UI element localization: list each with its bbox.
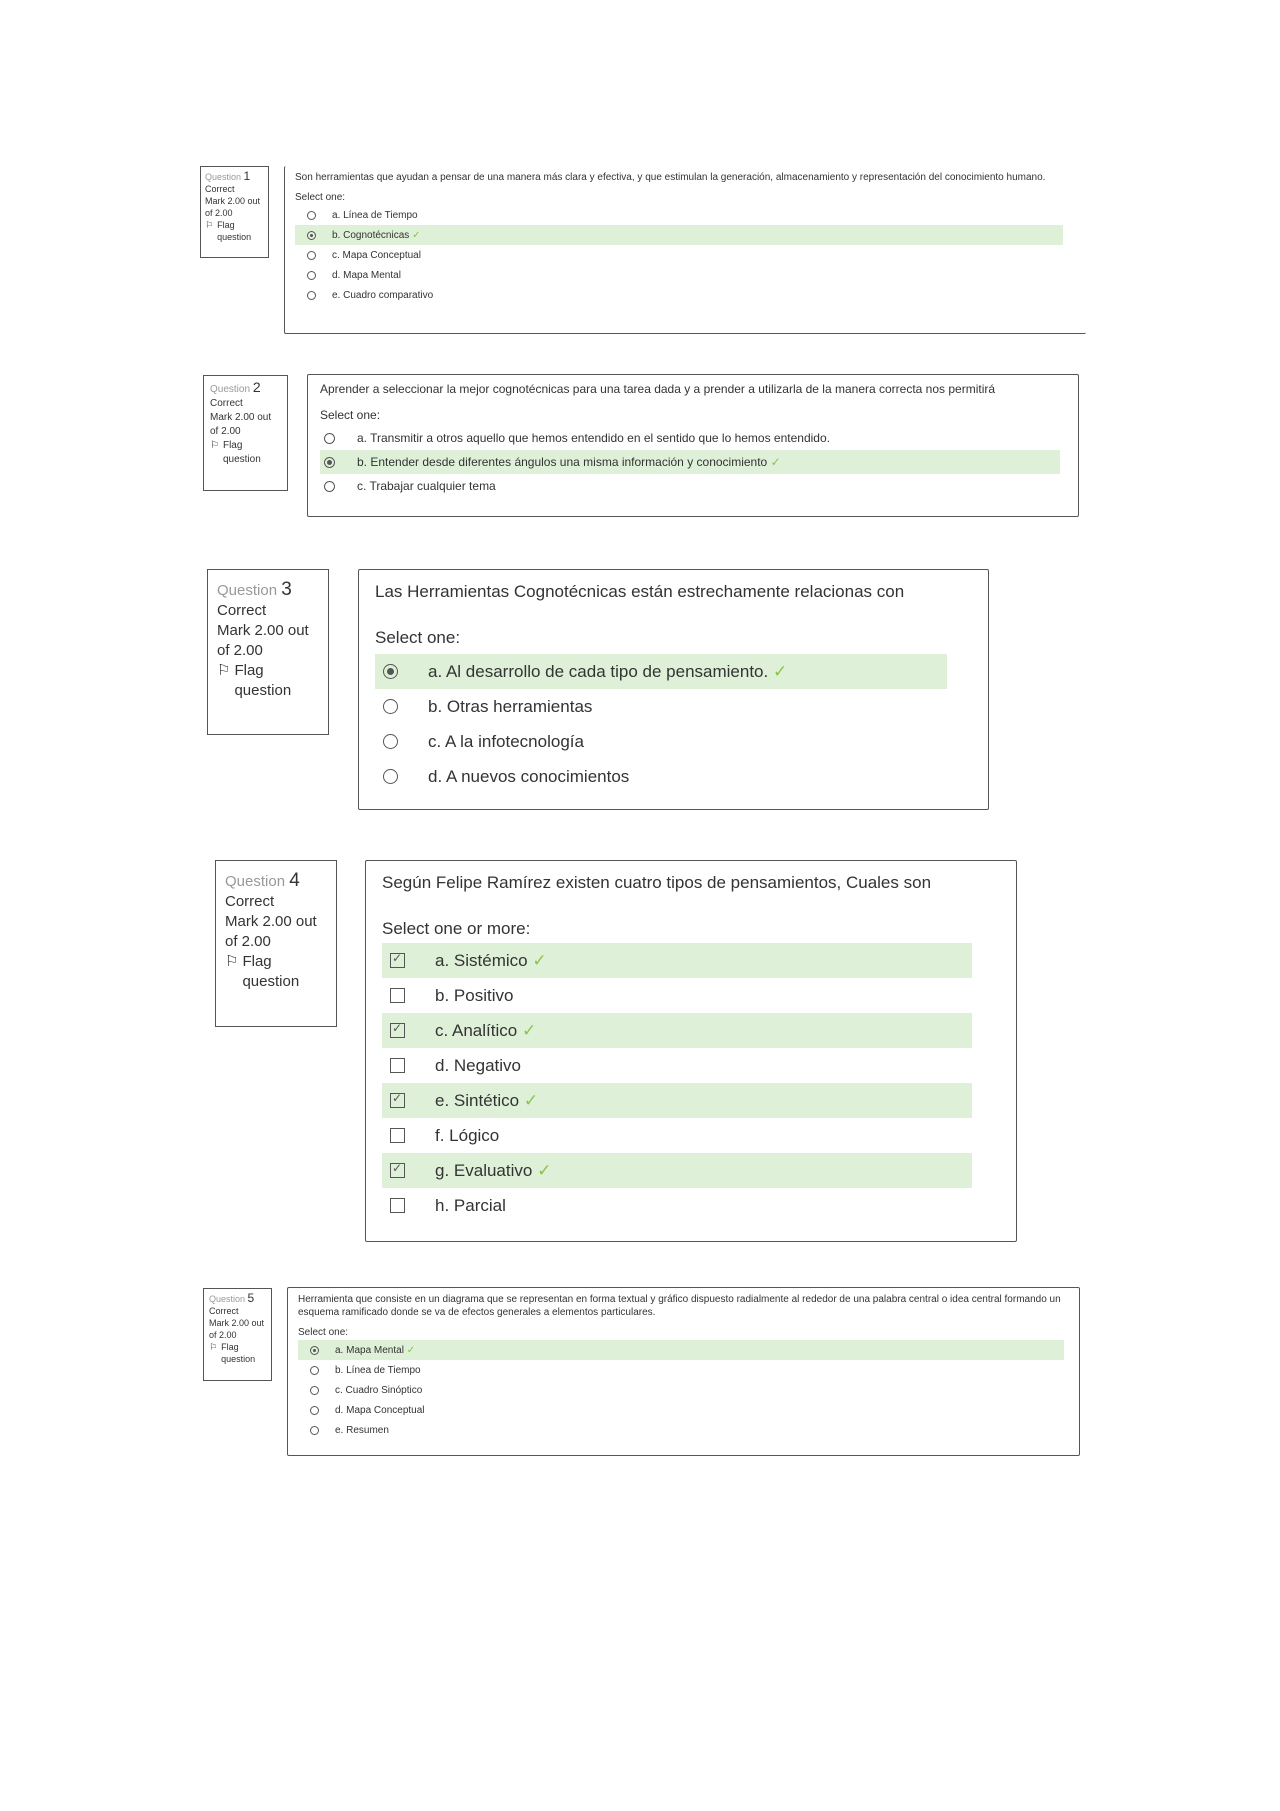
- answer-option[interactable]: a. Al desarrollo de cada tipo de pensamiento. ✓: [375, 654, 947, 689]
- radio-button[interactable]: [324, 433, 335, 444]
- checkbox[interactable]: [390, 1023, 405, 1038]
- question-state: Correct: [217, 602, 267, 619]
- question-text: Las Herramientas Cognotécnicas están estrechamente relacionas con: [375, 582, 905, 601]
- answer-option[interactable]: b. Otras herramientas: [375, 689, 947, 724]
- answer-option[interactable]: d. Mapa Conceptual: [298, 1400, 1064, 1420]
- question-state: Correct: [210, 398, 243, 409]
- question-state: Correct: [205, 184, 235, 194]
- question-number: Question 1: [205, 169, 251, 183]
- radio-button[interactable]: [383, 664, 398, 679]
- radio-button[interactable]: [383, 734, 398, 749]
- checkbox[interactable]: [390, 988, 405, 1003]
- flag-question-link[interactable]: ⚐ Flag question: [210, 440, 261, 465]
- question-number: Question 2: [210, 379, 261, 395]
- answer-option[interactable]: ✓ a. Sistémico ✓: [382, 943, 972, 978]
- question-text: Aprender a seleccionar la mejor cognotécnicas para una tarea dada y a prender a utilizarla de la manera correcta nos permitirá: [320, 382, 996, 396]
- question-grade: Mark 2.00 out of 2.00: [217, 622, 309, 659]
- answer-option[interactable]: a. Transmitir a otros aquello que hemos entendido en el sentido que lo hemos entendido.: [320, 426, 1060, 450]
- answer-option[interactable]: e. Resumen: [298, 1420, 1064, 1440]
- checkbox[interactable]: [390, 1128, 405, 1143]
- question-text: Son herramientas que ayudan a pensar de una manera más clara y efectiva, y que estimulan la generación, almacenamiento y representación del conocimiento humano.: [295, 172, 1046, 183]
- flag-icon: ⚐: [217, 662, 231, 679]
- answer-option[interactable]: d. Negativo: [382, 1048, 972, 1083]
- answer-option[interactable]: c. Trabajar cualquier tema: [320, 474, 1060, 498]
- answer-option[interactable]: ✓ e. Sintético ✓: [382, 1083, 972, 1118]
- question-state: Correct: [209, 1306, 239, 1316]
- flag-icon: ⚐: [225, 953, 239, 970]
- correct-check-icon: ✓: [523, 1090, 539, 1110]
- radio-button[interactable]: [310, 1406, 319, 1415]
- flag-question-link[interactable]: ⚐ Flag question: [217, 662, 292, 699]
- answer-option[interactable]: b. Línea de Tiempo: [298, 1360, 1064, 1380]
- question-info: [200, 166, 269, 258]
- correct-check-icon: ✓: [412, 229, 421, 241]
- radio-button[interactable]: [307, 231, 316, 240]
- flag-question-link[interactable]: ⚐ Flag question: [209, 1342, 256, 1364]
- radio-button[interactable]: [307, 211, 316, 220]
- answer-option[interactable]: ✓ g. Evaluativo ✓: [382, 1153, 972, 1188]
- radio-button[interactable]: [307, 291, 316, 300]
- flag-question-link[interactable]: ⚐ Flag question: [205, 220, 252, 242]
- answer-option[interactable]: c. A la infotecnología: [375, 724, 947, 759]
- radio-button[interactable]: [310, 1366, 319, 1375]
- question-info: [215, 860, 337, 1027]
- checkbox[interactable]: [390, 1198, 405, 1213]
- radio-button[interactable]: [383, 769, 398, 784]
- answer-option[interactable]: f. Lógico: [382, 1118, 972, 1153]
- question-content: [307, 374, 1079, 517]
- question-grade: Mark 2.00 out of 2.00: [225, 913, 317, 950]
- radio-button[interactable]: [307, 251, 316, 260]
- question-content: [287, 1287, 1080, 1456]
- correct-check-icon: ✓: [532, 950, 547, 970]
- radio-button[interactable]: [324, 481, 335, 492]
- flag-question-link[interactable]: ⚐ Flag question: [225, 953, 300, 990]
- radio-button[interactable]: [383, 699, 398, 714]
- question-grade: Mark 2.00 out of 2.00: [209, 1318, 265, 1340]
- question-number: Question 5: [209, 1291, 255, 1305]
- correct-check-icon: ✓: [406, 1344, 416, 1356]
- question-text: Según Felipe Ramírez existen cuatro tipos de pensamientos, Cuales son: [382, 873, 932, 892]
- answer-prompt: Select one:: [375, 628, 461, 647]
- question-grade: Mark 2.00 out of 2.00: [210, 412, 272, 437]
- correct-check-icon: ✓: [537, 1160, 552, 1180]
- checkbox[interactable]: [390, 1093, 405, 1108]
- checkbox[interactable]: [390, 1058, 405, 1073]
- answer-option[interactable]: c. Cuadro Sinóptico: [298, 1380, 1064, 1400]
- question-grade: Mark 2.00 out of 2.00: [205, 196, 261, 218]
- correct-check-icon: ✓: [521, 1020, 537, 1040]
- question-state: Correct: [225, 893, 275, 910]
- radio-button[interactable]: [310, 1346, 319, 1355]
- checkbox[interactable]: [390, 1163, 405, 1178]
- flag-icon: ⚐: [205, 220, 214, 230]
- answer-option[interactable]: a. Línea de Tiempo: [295, 205, 1063, 225]
- answer-option[interactable]: a. Mapa Mental ✓: [298, 1340, 1064, 1360]
- question-info: [207, 569, 329, 735]
- answer-option[interactable]: h. Parcial: [382, 1188, 972, 1223]
- answer-prompt: Select one or more:: [382, 919, 531, 938]
- answer-prompt: Select one:: [295, 192, 346, 203]
- question-number: Question 4: [225, 870, 300, 891]
- answer-option[interactable]: e. Cuadro comparativo: [295, 285, 1063, 305]
- flag-icon: ⚐: [210, 440, 219, 451]
- answer-option[interactable]: b. Cognotécnicas ✓: [295, 225, 1063, 245]
- radio-button[interactable]: [307, 271, 316, 280]
- answer-option[interactable]: b. Entender desde diferentes ángulos una misma información y conocimiento ✓: [320, 450, 1060, 474]
- correct-check-icon: ✓: [770, 455, 781, 469]
- question-content: [358, 569, 989, 810]
- answer-option[interactable]: c. Mapa Conceptual: [295, 245, 1063, 265]
- answer-option[interactable]: b. Positivo: [382, 978, 972, 1013]
- correct-check-icon: ✓: [772, 661, 788, 681]
- radio-button[interactable]: [324, 457, 335, 468]
- answer-option[interactable]: d. Mapa Mental: [295, 265, 1063, 285]
- question-text: Herramienta que consiste en un diagrama que se representan en forma textual y gráfico dispuesto radialmente al rededor de una palabra central o idea central formando un esquema ramificado donde se va de efectos generales a elementos particulares.: [298, 1294, 1061, 1318]
- question-info: [203, 1288, 272, 1381]
- question-content: [284, 166, 1086, 334]
- answer-option[interactable]: d. A nuevos conocimientos: [375, 759, 947, 794]
- answer-prompt: Select one:: [320, 408, 381, 422]
- radio-button[interactable]: [310, 1426, 319, 1435]
- checkbox[interactable]: [390, 953, 405, 968]
- question-number: Question 3: [217, 579, 292, 600]
- answer-option[interactable]: ✓ c. Analítico ✓: [382, 1013, 972, 1048]
- question-content: [365, 860, 1017, 1242]
- radio-button[interactable]: [310, 1386, 319, 1395]
- flag-icon: ⚐: [209, 1342, 218, 1352]
- question-info: [203, 375, 288, 491]
- answer-prompt: Select one:: [298, 1327, 349, 1338]
